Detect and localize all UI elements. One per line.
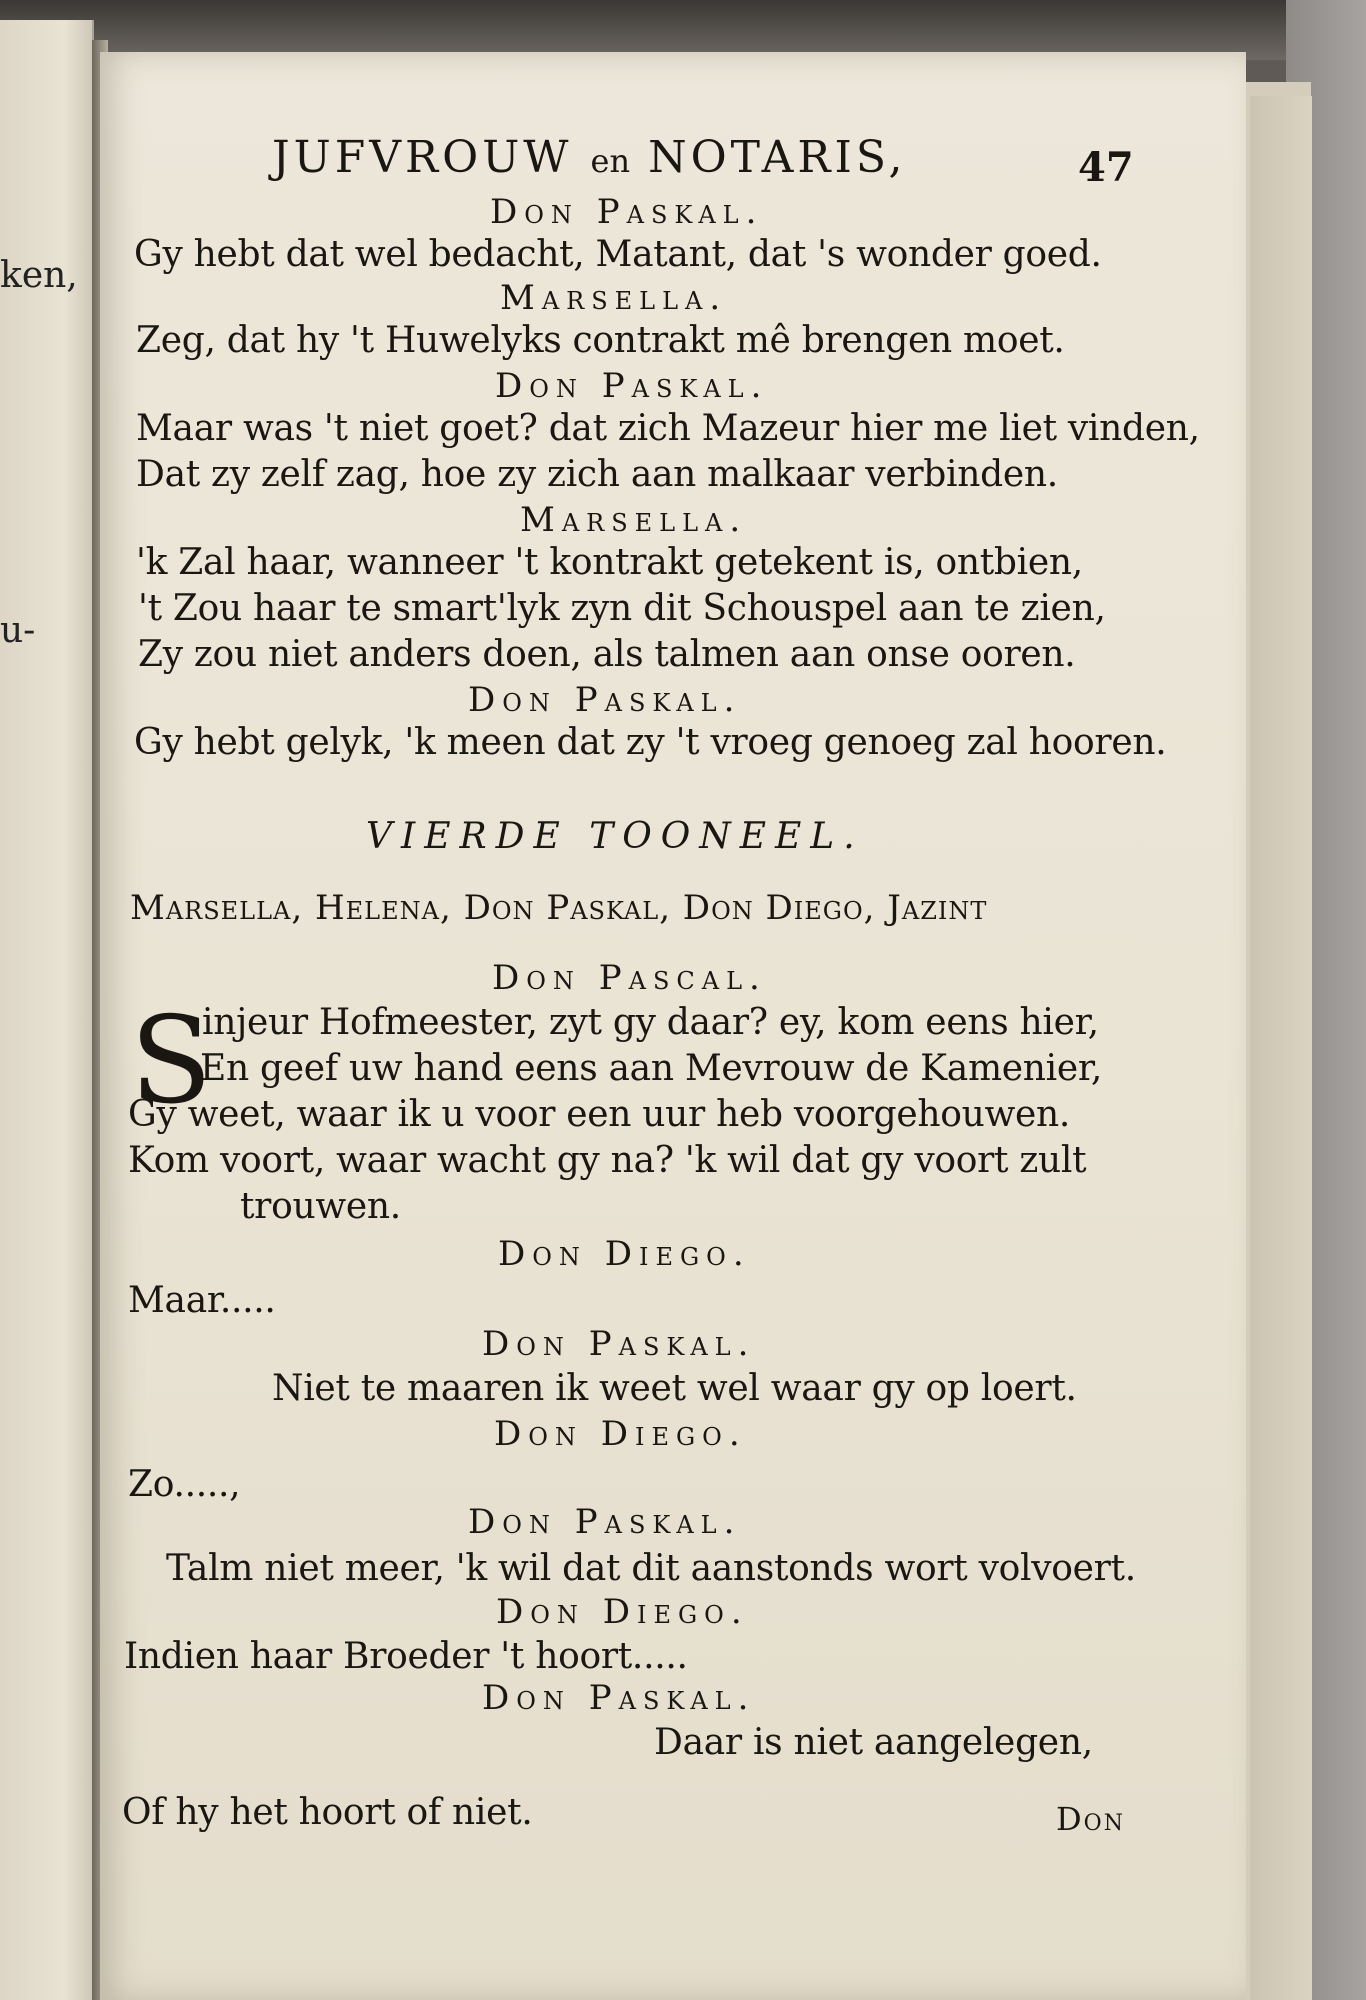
verse-line: Indien haar Broeder 't hoort..... bbox=[124, 1636, 688, 1677]
facing-page bbox=[0, 20, 94, 2000]
speaker-name: Don Diego. bbox=[498, 1234, 751, 1274]
page-number: 47 bbox=[1078, 144, 1134, 191]
verse-line: Zo....., bbox=[128, 1464, 241, 1505]
verse-line: Maar was 't niet goet? dat zich Mazeur hier me liet vinden, bbox=[136, 408, 1200, 449]
header-title-part1: JUFVROUW bbox=[272, 132, 573, 183]
speaker-name: Marsella. bbox=[500, 278, 728, 318]
verse-line: En geef uw hand eens aan Mevrouw de Kamenier, bbox=[200, 1048, 1102, 1089]
speaker-name: Don Paskal. bbox=[468, 680, 742, 720]
verse-line: Zeg, dat hy 't Huwelyks contrakt mê brengen moet. bbox=[136, 320, 1065, 361]
verse-line: Of hy het hoort of niet. bbox=[122, 1792, 533, 1833]
running-header bbox=[272, 132, 906, 183]
speaker-name: Don Pascal. bbox=[492, 958, 767, 998]
verse-line: injeur Hofmeester, zyt gy daar? ey, kom eens hier, bbox=[202, 1002, 1099, 1043]
verse-line: Gy hebt dat wel bedacht, Matant, dat 's wonder goed. bbox=[134, 234, 1102, 275]
verse-line: trouwen. bbox=[240, 1186, 401, 1227]
speaker-name: Don Paskal. bbox=[468, 1502, 742, 1542]
verse-line: Kom voort, waar wacht gy na? 'k wil dat gy voort zult bbox=[128, 1140, 1087, 1181]
header-title-part2: NOTARIS, bbox=[648, 132, 907, 183]
facing-page-fragment: u- bbox=[0, 610, 36, 651]
verse-line: Gy hebt gelyk, 'k meen dat zy 't vroeg genoeg zal hooren. bbox=[134, 722, 1167, 763]
catchword: Don bbox=[1056, 1800, 1125, 1838]
verse-line: Talm niet meer, 'k wil dat dit aanstonds wort volvoert. bbox=[166, 1548, 1136, 1589]
speaker-name: Don Paskal. bbox=[495, 366, 769, 406]
cast-list: Marsella, Helena, Don Paskal, Don Diego, Jazint bbox=[130, 888, 988, 928]
verse-line: 't Zou haar te smart'lyk zyn dit Schouspel aan te zien, bbox=[138, 588, 1106, 629]
speaker-name: Marsella. bbox=[520, 500, 748, 540]
speaker-name: Don Diego. bbox=[496, 1592, 749, 1632]
speaker-name: Don Paskal. bbox=[490, 192, 764, 232]
verse-line: Gy weet, waar ik u voor een uur heb voorgehouwen. bbox=[128, 1094, 1071, 1135]
speaker-name: Don Paskal. bbox=[482, 1324, 756, 1364]
verse-line: Daar is niet aangelegen, bbox=[654, 1722, 1093, 1763]
verse-line: 'k Zal haar, wanneer 't kontrakt getekent is, ontbien, bbox=[136, 542, 1083, 583]
verse-line: Niet te maaren ik weet wel waar gy op loert. bbox=[272, 1368, 1077, 1409]
facing-page-fragment: ken, bbox=[0, 255, 78, 296]
speaker-name: Don Paskal. bbox=[482, 1678, 756, 1718]
scene-heading: VIERDE TOONEEL. bbox=[366, 816, 864, 857]
background-top bbox=[0, 0, 1366, 60]
verse-line: Maar..... bbox=[128, 1280, 276, 1321]
drop-cap: S bbox=[130, 992, 213, 1131]
header-title-join: en bbox=[590, 142, 631, 180]
speaker-name: Don Diego. bbox=[494, 1414, 747, 1454]
verse-line: Zy zou niet anders doen, als talmen aan onse ooren. bbox=[138, 634, 1076, 675]
verse-line: Dat zy zelf zag, hoe zy zich aan malkaar verbinden. bbox=[136, 454, 1058, 495]
book-page bbox=[100, 52, 1246, 2000]
page-edges bbox=[1250, 96, 1312, 2000]
